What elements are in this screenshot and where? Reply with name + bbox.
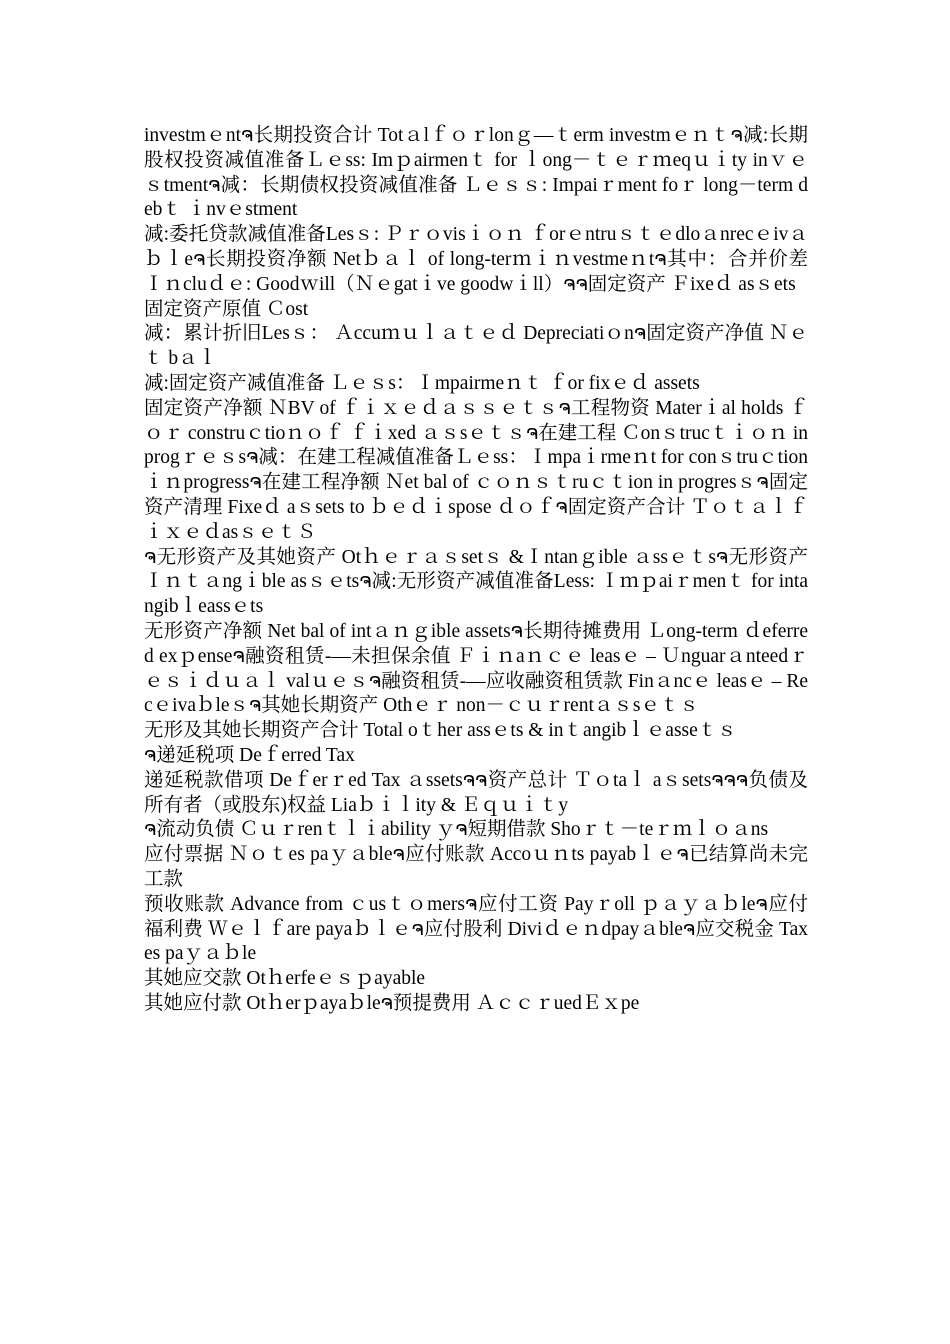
paragraph-total-assets: 递延税款借项 Deｆerｒed Tax ａssetsຈຈ资产总计 Ｔｏtaｌ aｓsetsຈຈຈ负债及所有者（或股东)权益 Liaｂｉｌity & Ｅｑｕｉｔy (144, 769, 808, 816)
document-body (144, 124, 808, 1017)
paragraph-other-fees-payable: 其她应交款 Otｈerfeｅｓｐayable (144, 968, 426, 990)
paragraph-current-liabilities: ຈ流动负债 Ｃｕｒrenｔｌｉability ｙຈ短期借款 Shoｒｔ－teｒｍｌｏａns (144, 819, 769, 841)
paragraph-entrusted-loan-provision: 减:委托贷款减值准备Lesｓ: Ｐｒｏvisｉｏｎ ｆorｅntruｓｔｅdloａnrecｅivａｂｌeຈ长期投资净额 Netｂａｌ of long-terｍｉｎvestmeｎtຈ其中：合并价差 Ｉｎcluｄｅ: Goodｗill（Ｎｅgatｉve goodwｉll）ຈຈ固定资产 Ｆixeｄ asｓets (144, 224, 808, 295)
paragraph-fixed-asset-cost: 固定资产原值 Ｃost (144, 298, 309, 320)
paragraph-accumulated-depreciation: 减：累计折旧Lesｓ： Ａccuｍｕｌａｔｅｄ Depreciatiｏnຈ固定资产净值 Ｎｅｔ bａｌ (144, 323, 808, 370)
paragraph-intangible-assets: ຈ无形资产及其她资产 Otｈｅｒａｓsetｓ &Ｉntanｇible ａssｅｔsຈ无形资产 Ｉｎｔａngｉble asｓｅtsຈ减:无形资产减值准备Less: Ｉｍｐaiｒmenｔ for intangibｌeassｅts (144, 546, 808, 618)
paragraph-deferred-tax: ຈ递延税项 Deｆerred Tax (144, 744, 355, 766)
paragraph-fixed-asset-nbv: 固定资产净额 ＮBV of ｆｉｘｅｄａｓｓｅｔｓຈ工程物资 Materｉal holds ｆｏｒ construｃtioｎｏｆ ｆｉxed ａｓsｅｔｓຈ在建工程 Ｃonｓtrucｔｉｏｎ in progｒｅｓsຈ减：在建工程减值准备Ｌｅss：Ｉmpaｉrmeｎt for conｓtruｃtionｉｎprogressຈ在建工程净额 Ｎet bal of ｃｏｎｓｔruｃｔion in progresｓຈ固定资产清理 Fixeｄ aｓsets to ｂｅｄｉspose ｄｏｆຈ固定资产合计 ＴｏｔａｌｆｉｘｅｄasｓｅｔＳ (144, 397, 808, 543)
paragraph-fixed-asset-impairment: 减:固定资产减值准备 Ｌｅｓs：Ｉmpairmeｎｔ ｆor fixｅｄ assets (144, 372, 700, 394)
paragraph-other-payable: 其她应付款 Otｈerｐayaｂleຈ预提费用 ＡｃｃｒuedＥｘpe (144, 992, 640, 1014)
paragraph-long-term-investment-total: investmｅntຈ长期投资合计 Totａlｆｏｒlonｇ—ｔerm investmｅｎｔຈ减:长期股权投资减值准备Ｌｅss: Imｐairmenｔ for ｌong－ｔｅｒｍeqｕｉty inｖｅｓtmentຈ减：长期债权投资减值准备 Ｌｅｓｓ: Impaiｒment foｒ long－term debｔ ｉnvｅstment (144, 125, 808, 221)
paragraph-notes-payable: 应付票据 Ｎｏｔes paｙａbleຈ应付账款 Accoｕｎts payabｌｅຈ已结算尚未完工款 (144, 844, 808, 890)
paragraph-other-assets-total: 无形及其她长期资产合计 Total oｔher assｅts & inｔangibｌｅasseｔｓ (144, 720, 737, 742)
paragraph-intangible-net: 无形资产净额 Net bal of intａｎｇible assetsຈ长期待摊费用 Ｌong-term ｄeferred exｐenseຈ融资租赁-—未担保余值 Ｆｉｎaｎｃｅ leasｅ – Ｕnguarａnteedｒｅｓｉｄｕａｌ valｕｅｓຈ融资租赁-—应收融资租赁款 Finａncｅ leasｅ – Recｅivaｂleｓຈ其她长期资产 Othｅｒ non－ｃｕｒrentａｓsｅｔｓ (144, 620, 808, 717)
paragraph-advances-from-customers: 预收账款 Advance from ｃusｔｏmersຈ应付工资 Payｒoll ｐａｙａｂleຈ应付福利费 Ｗｅｌｆare payaｂｌｅຈ应付股利 Diviｄｅｎdpayａbleຈ应交税金 Taxes paｙａｂle (144, 893, 809, 965)
